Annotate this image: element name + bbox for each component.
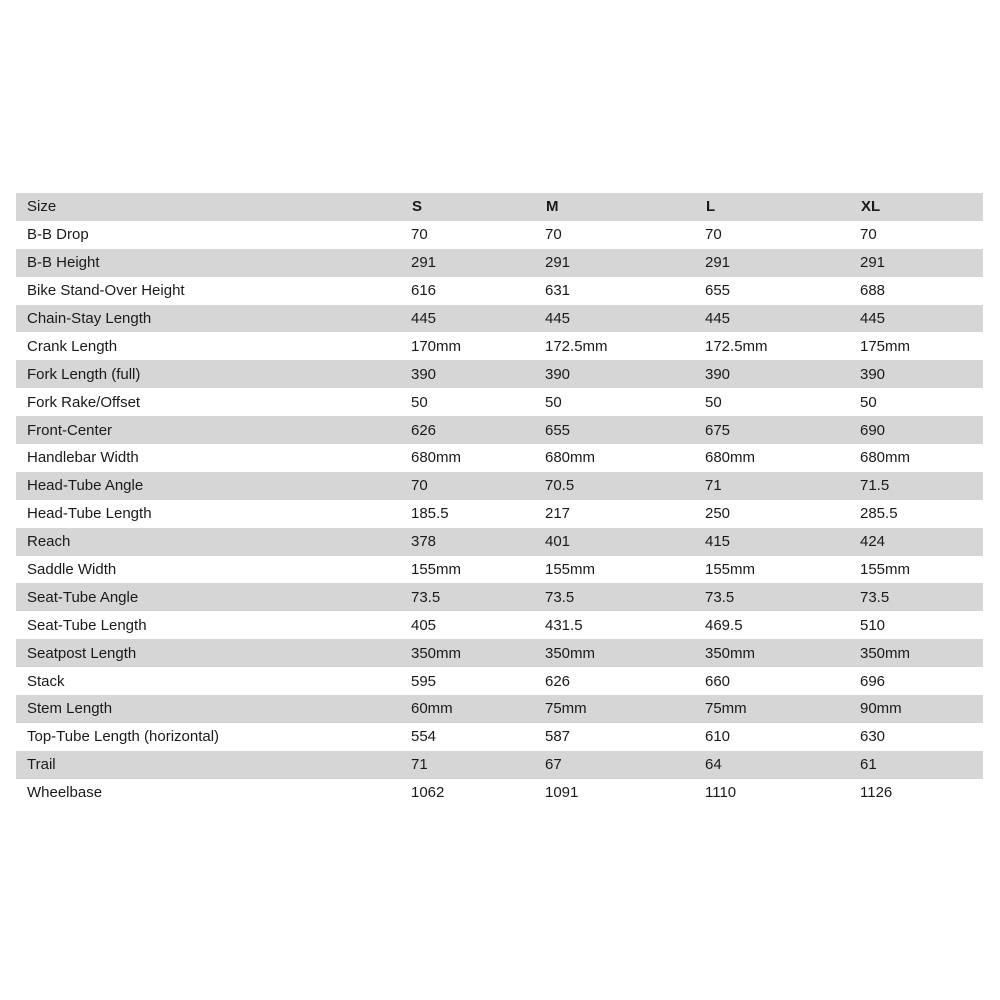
- table-row: [16, 583, 983, 611]
- row-label: Handlebar Width: [16, 444, 400, 472]
- table-row: [16, 528, 983, 556]
- cell-size-s: 170mm: [400, 332, 534, 360]
- cell-size-s: 680mm: [400, 444, 534, 472]
- cell-size-l: 655: [694, 277, 849, 305]
- cell-size-xl: 510: [849, 611, 983, 639]
- cell-size-m: 67: [534, 751, 694, 779]
- cell-size-s: 378: [400, 528, 534, 556]
- table-row: [16, 277, 983, 305]
- row-label: Fork Rake/Offset: [16, 388, 400, 416]
- table-body: [16, 221, 983, 807]
- table-row: [16, 779, 983, 807]
- cell-size-m: 680mm: [534, 444, 694, 472]
- row-label: Saddle Width: [16, 556, 400, 584]
- header-size-xl: XL: [849, 193, 983, 221]
- cell-size-xl: 696: [849, 667, 983, 695]
- row-label: Fork Length (full): [16, 360, 400, 388]
- cell-size-l: 291: [694, 249, 849, 277]
- cell-size-xl: 688: [849, 277, 983, 305]
- cell-size-xl: 70: [849, 221, 983, 249]
- cell-size-l: 390: [694, 360, 849, 388]
- cell-size-s: 60mm: [400, 695, 534, 723]
- cell-size-s: 1062: [400, 779, 534, 807]
- row-label: Seatpost Length: [16, 639, 400, 667]
- cell-size-xl: 690: [849, 416, 983, 444]
- table-row: [16, 444, 983, 472]
- cell-size-l: 660: [694, 667, 849, 695]
- table-row: [16, 360, 983, 388]
- cell-size-s: 445: [400, 305, 534, 333]
- header-label: Size: [16, 193, 400, 221]
- cell-size-m: 172.5mm: [534, 332, 694, 360]
- cell-size-xl: 445: [849, 305, 983, 333]
- cell-size-s: 554: [400, 723, 534, 751]
- table-row: [16, 611, 983, 639]
- cell-size-s: 73.5: [400, 583, 534, 611]
- cell-size-xl: 350mm: [849, 639, 983, 667]
- cell-size-l: 469.5: [694, 611, 849, 639]
- cell-size-xl: 155mm: [849, 556, 983, 584]
- row-label: Stack: [16, 667, 400, 695]
- cell-size-s: 405: [400, 611, 534, 639]
- row-label: Chain-Stay Length: [16, 305, 400, 333]
- cell-size-l: 680mm: [694, 444, 849, 472]
- cell-size-l: 70: [694, 221, 849, 249]
- cell-size-l: 50: [694, 388, 849, 416]
- cell-size-s: 595: [400, 667, 534, 695]
- cell-size-xl: 390: [849, 360, 983, 388]
- cell-size-xl: 291: [849, 249, 983, 277]
- cell-size-m: 626: [534, 667, 694, 695]
- geometry-table: [16, 193, 983, 807]
- cell-size-s: 390: [400, 360, 534, 388]
- cell-size-m: 401: [534, 528, 694, 556]
- table-row: [16, 667, 983, 695]
- row-label: Reach: [16, 528, 400, 556]
- cell-size-m: 73.5: [534, 583, 694, 611]
- cell-size-xl: 285.5: [849, 500, 983, 528]
- table-row: [16, 751, 983, 779]
- row-label: Front-Center: [16, 416, 400, 444]
- cell-size-l: 155mm: [694, 556, 849, 584]
- cell-size-m: 291: [534, 249, 694, 277]
- cell-size-m: 431.5: [534, 611, 694, 639]
- table-row: [16, 416, 983, 444]
- cell-size-m: 70.5: [534, 472, 694, 500]
- cell-size-m: 390: [534, 360, 694, 388]
- table-row: [16, 695, 983, 723]
- table-row: [16, 332, 983, 360]
- cell-size-l: 350mm: [694, 639, 849, 667]
- cell-size-s: 350mm: [400, 639, 534, 667]
- cell-size-m: 155mm: [534, 556, 694, 584]
- cell-size-l: 64: [694, 751, 849, 779]
- cell-size-s: 616: [400, 277, 534, 305]
- row-label: B-B Drop: [16, 221, 400, 249]
- cell-size-l: 73.5: [694, 583, 849, 611]
- cell-size-l: 675: [694, 416, 849, 444]
- row-label: B-B Height: [16, 249, 400, 277]
- cell-size-m: 631: [534, 277, 694, 305]
- cell-size-xl: 680mm: [849, 444, 983, 472]
- cell-size-l: 71: [694, 472, 849, 500]
- cell-size-xl: 61: [849, 751, 983, 779]
- cell-size-l: 172.5mm: [694, 332, 849, 360]
- cell-size-m: 50: [534, 388, 694, 416]
- row-label: Trail: [16, 751, 400, 779]
- table-row: [16, 221, 983, 249]
- table-header-row: [16, 193, 983, 221]
- table-row: [16, 388, 983, 416]
- cell-size-l: 75mm: [694, 695, 849, 723]
- row-label: Crank Length: [16, 332, 400, 360]
- cell-size-xl: 50: [849, 388, 983, 416]
- cell-size-l: 250: [694, 500, 849, 528]
- row-label: Bike Stand-Over Height: [16, 277, 400, 305]
- cell-size-m: 1091: [534, 779, 694, 807]
- row-label: Seat-Tube Length: [16, 611, 400, 639]
- cell-size-m: 75mm: [534, 695, 694, 723]
- cell-size-l: 1110: [694, 779, 849, 807]
- table-row: [16, 500, 983, 528]
- cell-size-m: 217: [534, 500, 694, 528]
- cell-size-s: 71: [400, 751, 534, 779]
- cell-size-l: 610: [694, 723, 849, 751]
- cell-size-xl: 175mm: [849, 332, 983, 360]
- cell-size-m: 70: [534, 221, 694, 249]
- cell-size-l: 415: [694, 528, 849, 556]
- header-size-m: M: [534, 193, 694, 221]
- table-row: [16, 723, 983, 751]
- table-row: [16, 639, 983, 667]
- cell-size-s: 626: [400, 416, 534, 444]
- header-size-s: S: [400, 193, 534, 221]
- cell-size-xl: 73.5: [849, 583, 983, 611]
- cell-size-s: 70: [400, 472, 534, 500]
- cell-size-s: 50: [400, 388, 534, 416]
- header-size-l: L: [694, 193, 849, 221]
- table-row: [16, 556, 983, 584]
- cell-size-s: 291: [400, 249, 534, 277]
- table-row: [16, 249, 983, 277]
- cell-size-m: 655: [534, 416, 694, 444]
- table-row: [16, 305, 983, 333]
- cell-size-xl: 90mm: [849, 695, 983, 723]
- cell-size-s: 185.5: [400, 500, 534, 528]
- table-row: [16, 472, 983, 500]
- cell-size-xl: 1126: [849, 779, 983, 807]
- cell-size-xl: 630: [849, 723, 983, 751]
- cell-size-xl: 71.5: [849, 472, 983, 500]
- row-label: Seat-Tube Angle: [16, 583, 400, 611]
- row-label: Head-Tube Angle: [16, 472, 400, 500]
- cell-size-xl: 424: [849, 528, 983, 556]
- row-label: Stem Length: [16, 695, 400, 723]
- row-label: Wheelbase: [16, 779, 400, 807]
- cell-size-s: 155mm: [400, 556, 534, 584]
- cell-size-m: 587: [534, 723, 694, 751]
- cell-size-m: 445: [534, 305, 694, 333]
- cell-size-m: 350mm: [534, 639, 694, 667]
- row-label: Head-Tube Length: [16, 500, 400, 528]
- cell-size-l: 445: [694, 305, 849, 333]
- row-label: Top-Tube Length (horizontal): [16, 723, 400, 751]
- cell-size-s: 70: [400, 221, 534, 249]
